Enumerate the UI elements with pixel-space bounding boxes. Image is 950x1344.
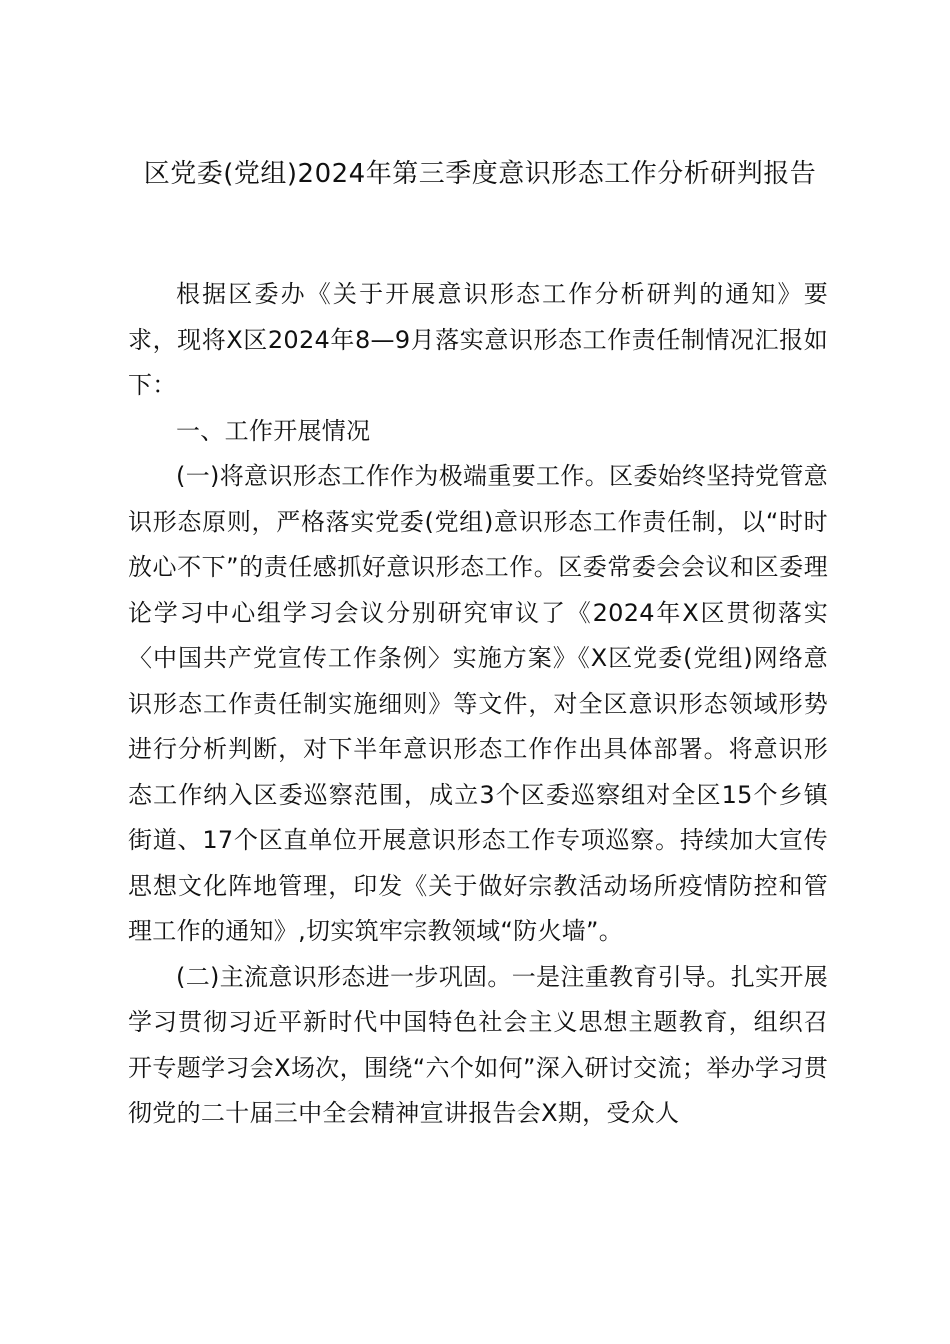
subsection-paragraph-1: (一)将意识形态工作作为极端重要工作。区委始终坚持党管意识形态原则，严格落实党委(党组)意识形态工作责任制，以“时时放心不下”的责任感抓好意识形态工作。区委常委会会议和区委理论学习中心组学习会议分别研究审议了《2024年X区贯彻落实〈中国共产党宣传工作条例〉实施方案》《X区党委(党组)网络意识形态工作责任制实施细则》等文件，对全区意识形态领域形势进行分析判断，对下半年意识形态工作作出具体部署。将意识形态工作纳入区委巡察范围，成立3个区委巡察组对全区15个乡镇街道、17个区直单位开展意识形态工作专项巡察。持续加大宣传思想文化阵地管理，印发《关于做好宗教活动场所疫情防控和管理工作的通知》,切实筑牢宗教领域“防火墙”。 bbox=[128, 462, 828, 945]
section-heading-1: 一、工作开展情况 bbox=[176, 416, 371, 445]
document-title: 区党委(党组)2024年第三季度意识形态工作分析研判报告 bbox=[143, 159, 817, 189]
intro-paragraph: 根据区委办《关于开展意识形态工作分析研判的通知》要求，现将X区2024年8—9月落实意识形态工作责任制情况汇报如下： bbox=[128, 280, 828, 399]
subsection-paragraph-2: (二)主流意识形态进一步巩固。一是注重教育引导。扎实开展学习贯彻习近平新时代中国特色社会主义思想主题教育，组织召开专题学习会X场次，围绕“六个如何”深入研讨交流；举办学习贯彻党的二十届三中全会精神宣讲报告会X期，受众人 bbox=[128, 962, 828, 1127]
document-body bbox=[128, 272, 828, 1137]
